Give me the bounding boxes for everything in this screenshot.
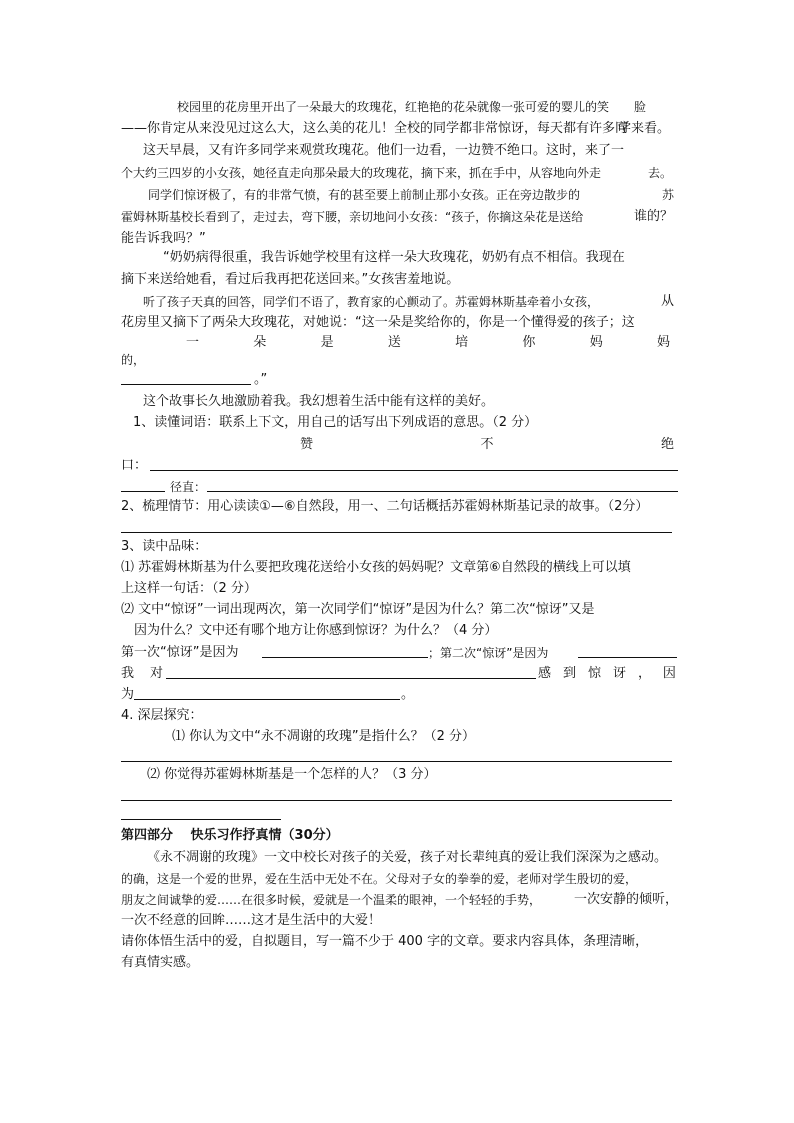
section-divider [121,819,281,820]
part4-line: 朋友之间诚挚的爱……在很多时候，爱就是一个温柔的眼神，一个轻轻的手势， [121,893,542,907]
q3-answer-label: 第一次“惊讶”是因为 [121,645,239,660]
story-line: 的， [121,353,146,367]
q1-word-label: 径直： [170,480,207,494]
question-3: 3、读中品味： [121,539,208,554]
story-line: 校园里的花房里开出了一朵最大的玫瑰花，红艳艳的花朵就像一张可爱的婴儿的笑 [177,100,610,114]
question-2: 2、梳理情节：用心读读①—⑥自然段，用一、二句话概括苏霍姆林斯基记录的故事。（2分） [121,499,649,514]
part4-line: 一次安静的倾听， [574,892,679,907]
story-line: 这个故事长久地激励着我。我幻想着生活中能有这样的美好。 [143,394,495,409]
question-4: 4. 深层探究： [121,708,203,723]
story-line: “奶奶病得很重，我告诉她学校里有这样一朵大玫瑰花，奶奶有点不相信。我现在 [163,250,625,265]
story-line: ——你肯定从来没见过这么大，这么美的花儿！全校的同学都非常惊讶，每天都有许多同 [121,121,629,136]
spaced-char: 朵 [253,335,267,350]
spaced-char: 培 [455,335,469,350]
story-line: 能告诉我吗？” [121,231,206,246]
answer-blank[interactable] [121,384,251,385]
question-3-2: ⑵ 文中“惊讶”一词出现两次，第一次同学们“惊讶”是因为什么？第二次“惊讶”又是 [121,602,595,617]
answer-blank[interactable] [578,657,677,658]
story-line: 听了孩子天真的回答，同学们不语了，教育家的心颤动了。苏霍姆林斯基牵着小女孩， [143,295,600,309]
q3-answer-label: 我 [121,666,135,681]
story-line: 学来看。 [618,121,671,136]
part4-line: 一次不经意的回眸……这才是生活中的大爱！ [121,913,382,928]
answer-blank[interactable] [121,532,672,533]
story-spaced-line [186,333,670,353]
spaced-char: 因 [662,666,676,681]
answer-blank[interactable] [121,800,672,801]
part4-line: 《永不凋谢的玫瑰》一文中校长对孩子的关爱，孩子对长辈纯真的爱让我们深深为之感动。 [147,850,668,865]
story-line: 去。 [648,166,673,180]
spaced-char: 不 [480,437,494,452]
story-line: 谁的？ [634,209,674,224]
story-line: 这天早晨，又有许多同学来观赏玫瑰花。他们一边看，一边赞不绝口。这时，来了一 [143,143,625,158]
answer-blank[interactable] [262,657,428,658]
spaced-char: 赞 [300,437,314,452]
spaced-char: 惊 [587,666,601,681]
spaced-char: 是 [320,335,334,350]
story-line: 霍姆林斯基校长看到了，走过去，弯下腰，亲切地问小女孩：“孩子，你摘这朵花是送给 [121,210,584,224]
part4-title: 第四部分 快乐习作抒真情（30分） [121,828,339,843]
part4-line: 的确，这是一个爱的世界，爱在生活中无处不在。父母对子女的拳拳的爱，老师对学生殷切的爱， [121,872,638,886]
question-4-1: ⑴ 你认为文中“永不凋谢的玫瑰”是指什么？（2 分） [172,729,476,744]
spaced-char: 讶 [612,666,626,681]
story-line: 同学们惊讶极了，有的非常气愤，有的甚至要上前制止那小女孩。正在旁边散步的 [148,188,581,202]
answer-blank[interactable] [166,678,536,679]
question-3-2: 因为什么？文中还有哪个地方让你感到惊讶？为什么？（4 分） [134,623,498,638]
q1-word-label: 口： [121,458,148,473]
spaced-char: 感 [538,666,552,681]
q3-answer-label: 对 [150,666,164,681]
part4-line: 有真情实感。 [121,955,200,970]
q3-answer-label: ；第二次“惊讶”是因为 [428,646,549,660]
story-line: 苏 [662,188,675,202]
spaced-char: 妈 [656,335,670,350]
answer-blank[interactable] [150,470,678,471]
part4-line: 请你体悟生活中的爱，自拟题目，写一篇不少于 400 字的文章。要求内容具体，条理清晰， [121,934,649,949]
question-3-1: ⑴ 苏霍姆林斯基为什么要把玫瑰花送给小女孩的妈妈呢？文章第⑥自然段的横线上可以填 [121,560,631,575]
spaced-char: 一 [186,335,200,350]
story-line: 从 [661,294,675,309]
spaced-char: 到 [562,666,576,681]
q3-spaced-text [538,664,676,684]
spaced-char: 绝 [660,437,674,452]
story-line: 。” [254,372,268,387]
answer-blank[interactable] [207,491,678,492]
spaced-char: ， [637,666,651,681]
story-line: 摘下来送给她看，看过后我再把花送回来。”女孩害羞地说。 [121,272,460,287]
answer-blank[interactable] [134,699,400,700]
story-line: 花房里又摘下了两朵大玫瑰花，对她说：“这一朵是奖给你的，你是一个懂得爱的孩子；这 [121,315,635,330]
question-1: 1、读懂词语：联系上下文，用自己的话写出下列成语的意思。（2 分） [133,415,538,430]
question-3-1: 上这样一句话：（2 分） [121,581,257,596]
story-line: 个大约三四岁的小女孩，她径直走向那朵最大的玫瑰花，摘下来，抓在手中，从容地向外走 [121,166,602,180]
story-line: 脸 [634,100,647,114]
q3-answer-label: 为 [121,687,135,702]
q3-answer-label: 。 [401,687,415,702]
spaced-char: 送 [387,335,401,350]
spaced-char: 妈 [589,335,603,350]
q1-spaced-word [300,435,674,455]
answer-blank[interactable] [121,761,672,762]
spaced-char: 你 [522,335,536,350]
answer-blank[interactable] [121,491,165,492]
question-4-2: ⑵ 你觉得苏霍姆林斯基是一个怎样的人？（3 分） [147,767,437,782]
